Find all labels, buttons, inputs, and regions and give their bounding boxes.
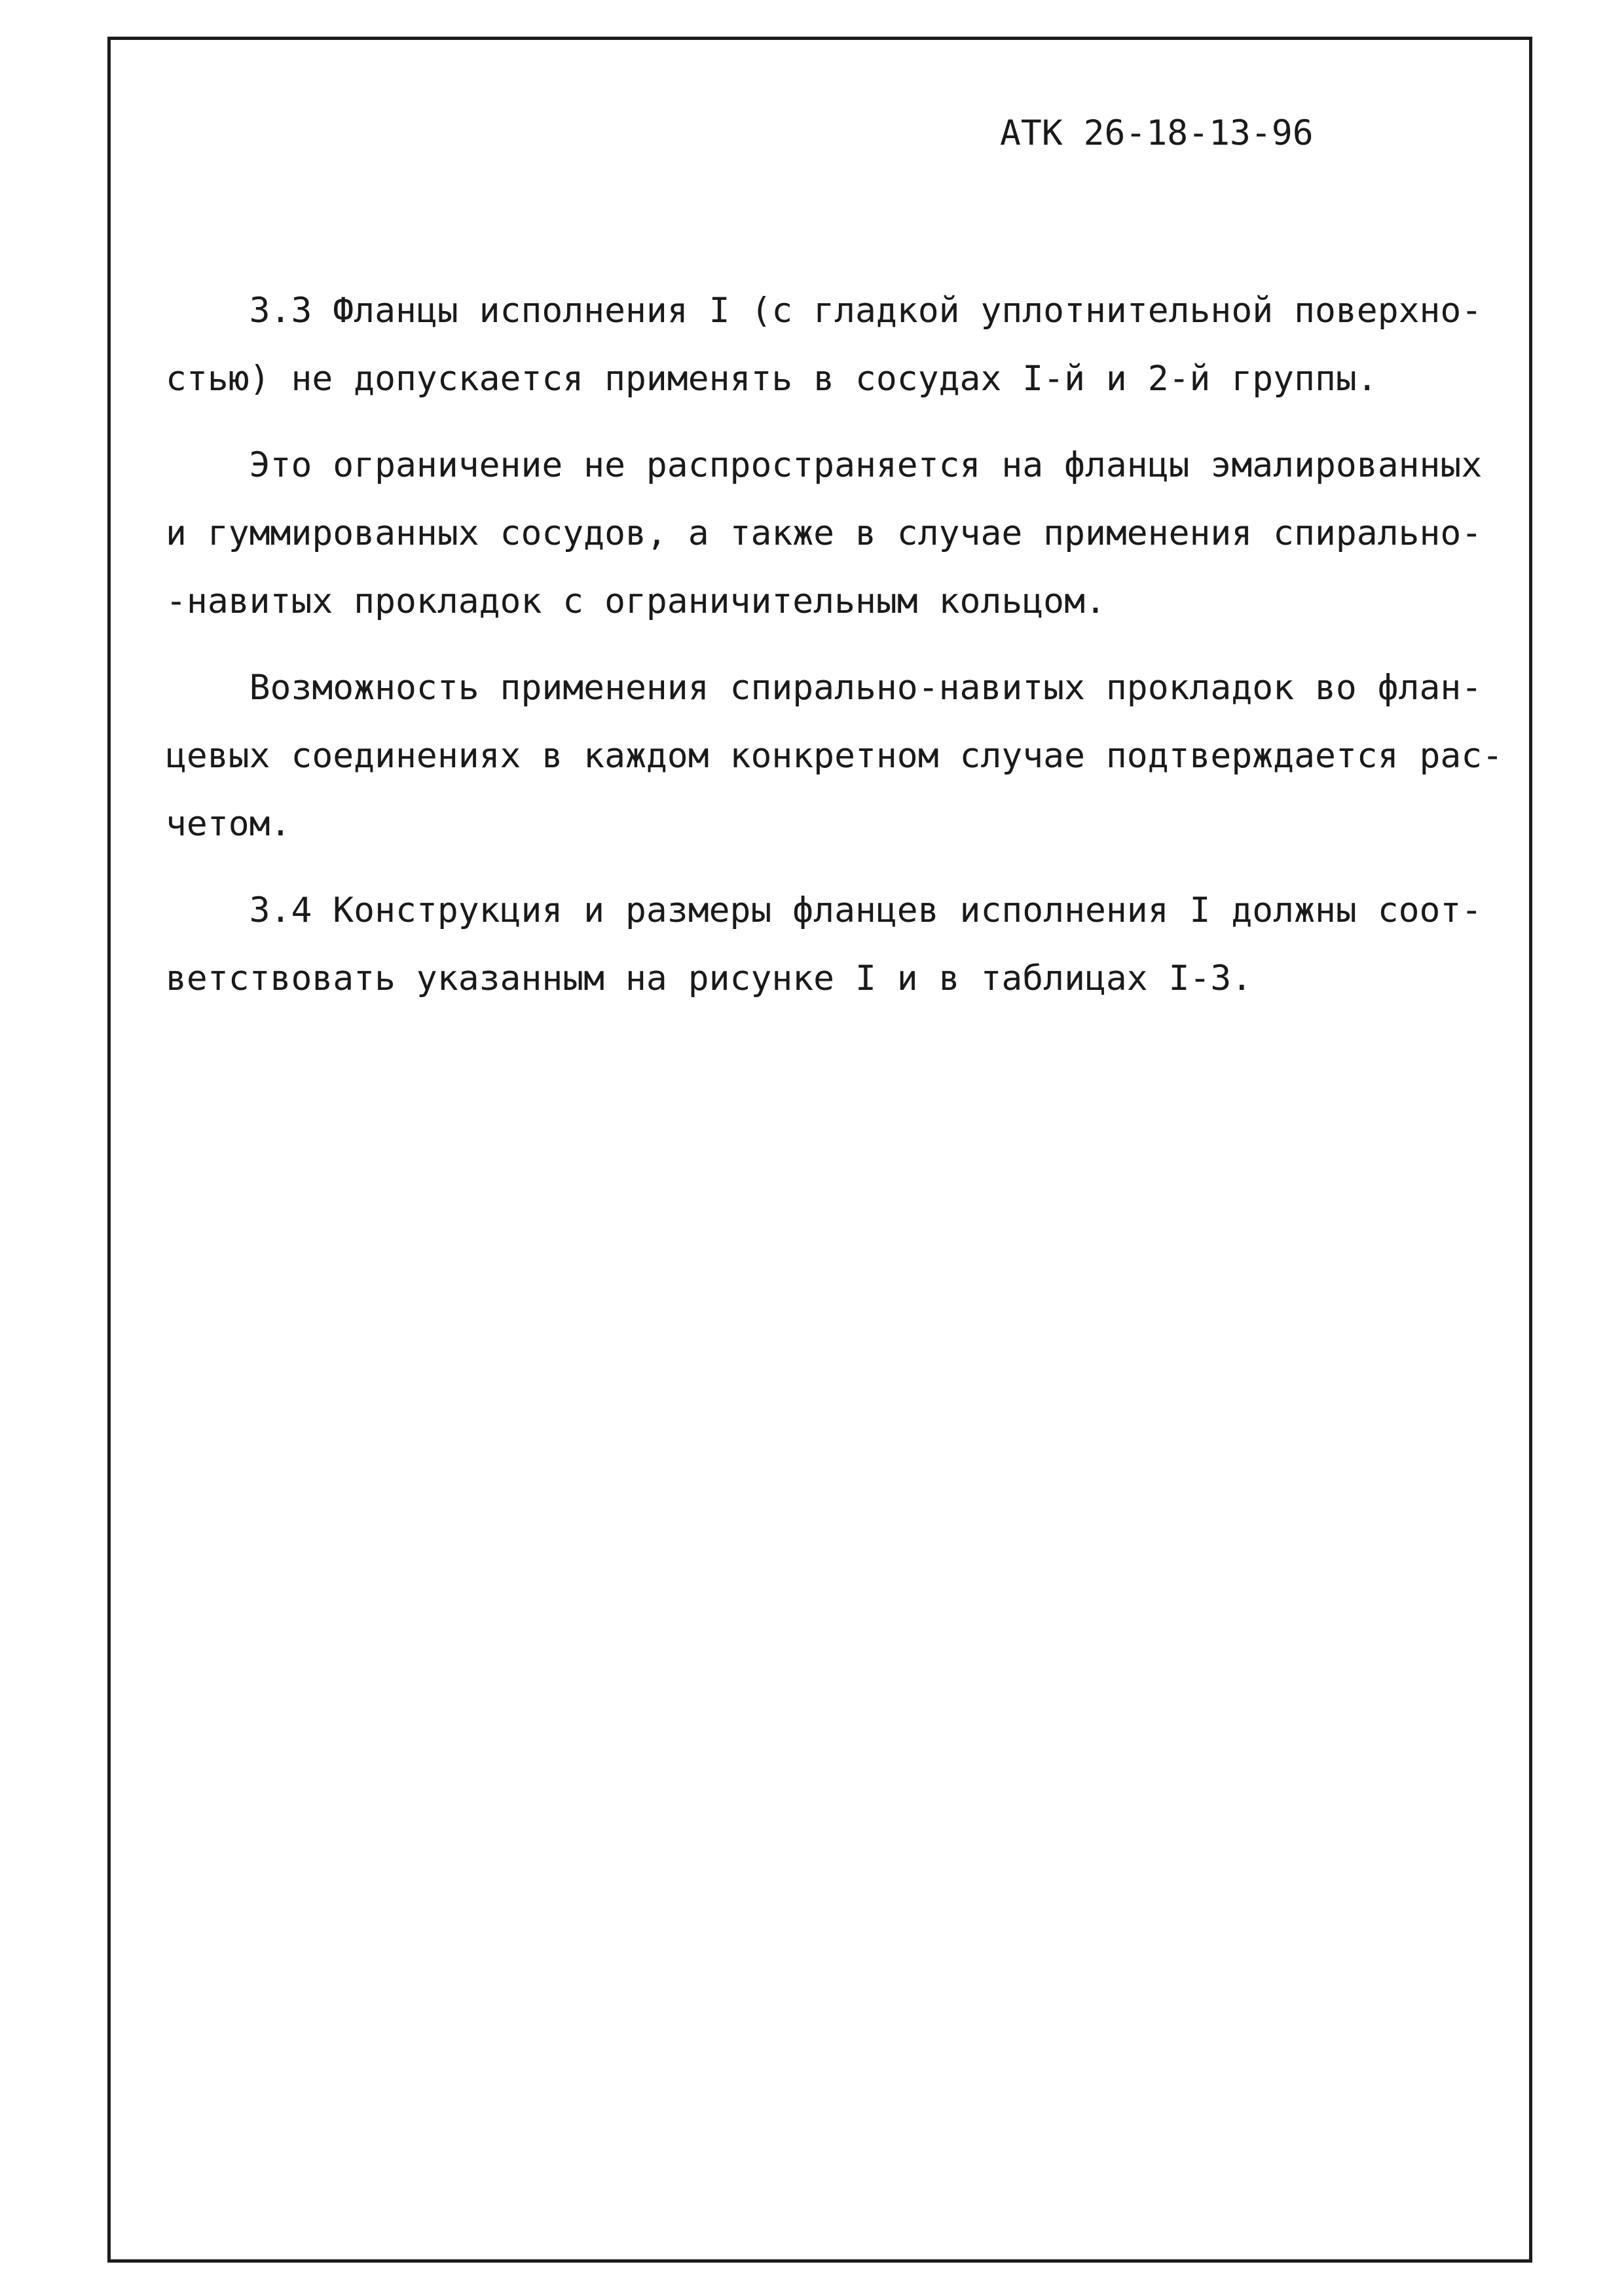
text-line: 3.3 Фланцы исполнения I (с гладкой уплотнительной поверхно- [166, 291, 1483, 331]
text-line: и гуммированных сосудов, а также в случае применения спирально- [166, 513, 1483, 553]
text-line: Это ограничение не распространяется на фланцы эмалированных [166, 445, 1483, 485]
paragraph-3-3 [166, 277, 1483, 413]
text-line: Возможность применения спирально-навитых прокладок во флан- [166, 668, 1483, 708]
paragraph-restriction [166, 431, 1483, 636]
body-text [166, 277, 1504, 1013]
text-line: ветствовать указанным на рисунке I и в таблицах I-3. [166, 958, 1253, 998]
paragraph-possibility [166, 654, 1504, 858]
text-line: 3.4 Конструкция и размеры фланцев исполнения I должны соот- [166, 890, 1483, 930]
page-frame [107, 37, 1532, 2263]
document-code: АТК 26-18-13-96 [1000, 113, 1314, 153]
text-line: четом. [166, 804, 291, 844]
text-line: -навитых прокладок с ограничительным кольцом. [166, 581, 1106, 621]
paragraph-3-4 [166, 877, 1483, 1013]
text-line: стью) не допускается применять в сосудах I-й и 2-й группы. [166, 359, 1378, 399]
text-line: цевых соединениях в каждом конкретном случае подтверждается рас- [166, 736, 1504, 776]
